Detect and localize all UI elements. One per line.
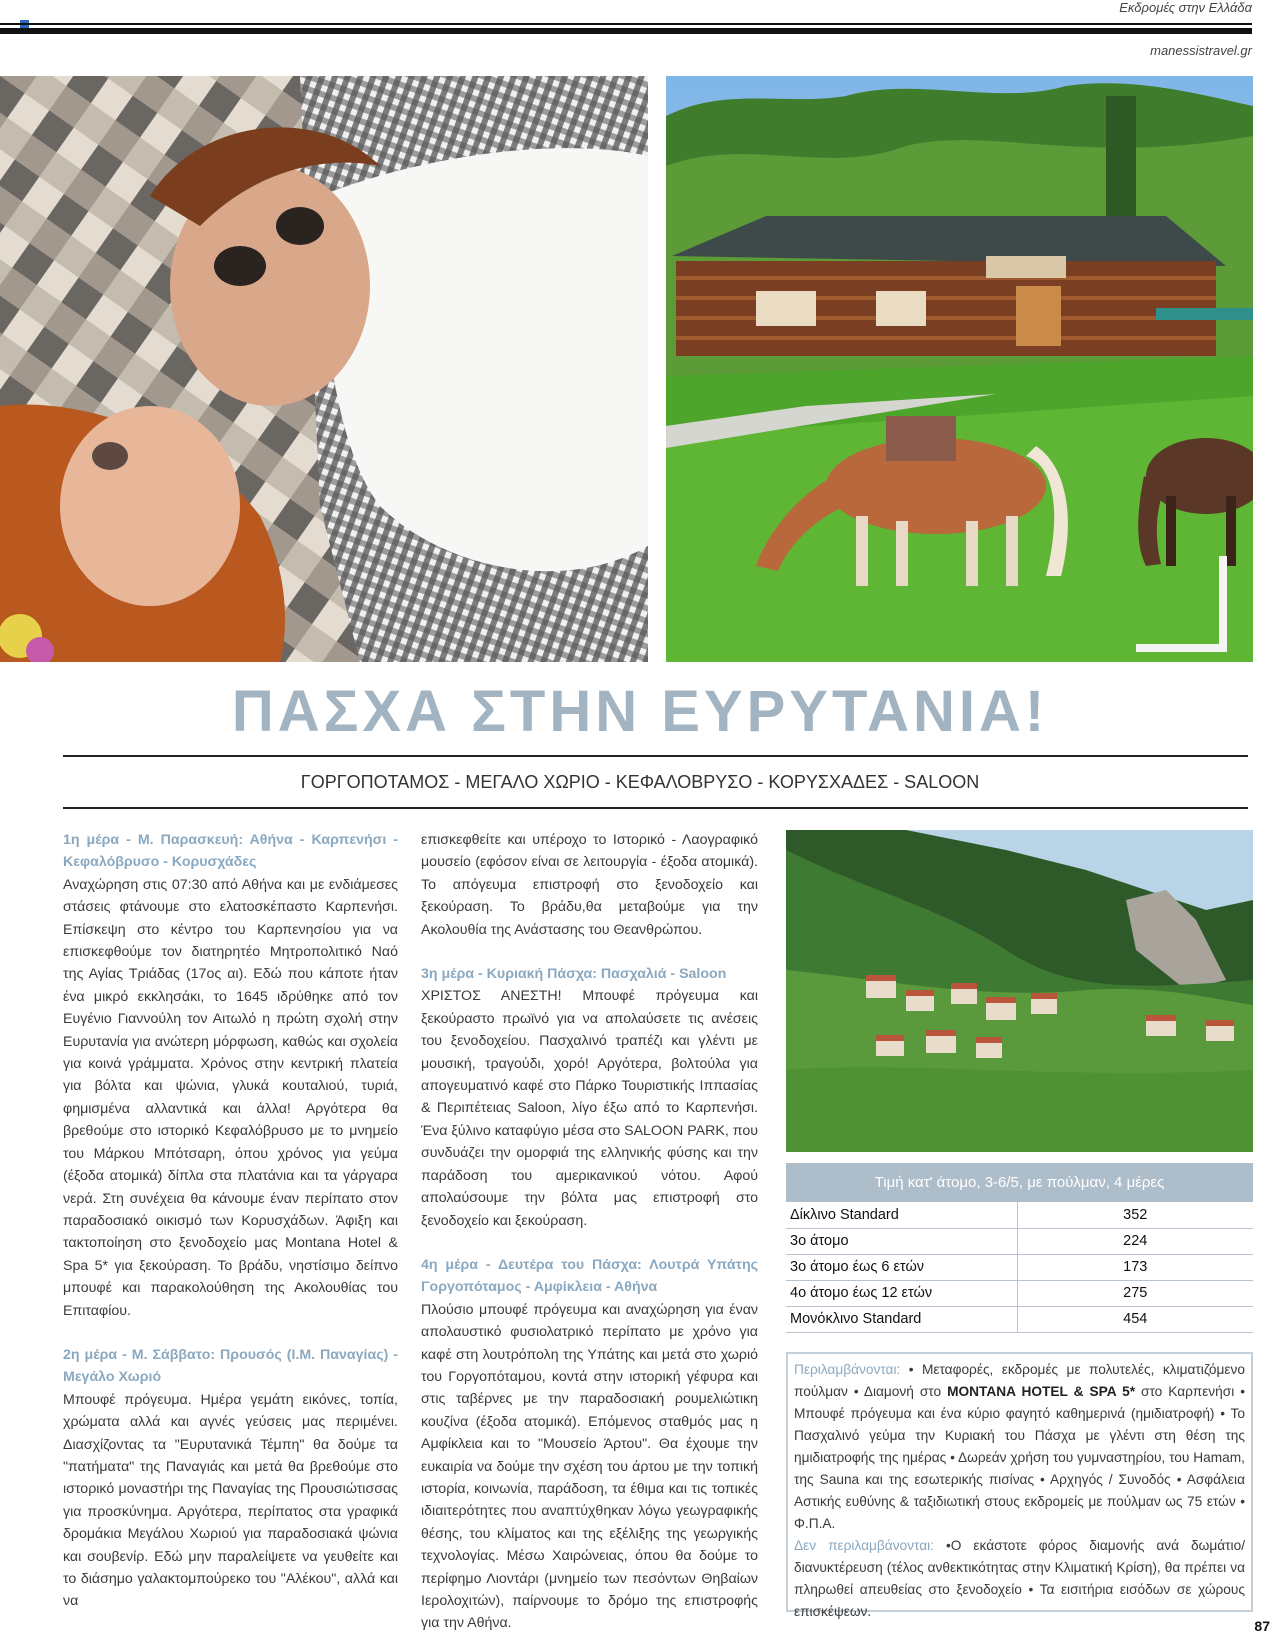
day-2-heading: 2η μέρα - Μ. Σάββατο: Προυσός (Ι.Μ. Παναγίας) - Μεγάλο Χωριό	[63, 1346, 398, 1386]
route-subtitle: ΓΟΡΓΟΠΟΤΑΜΟΣ - ΜΕΓΑΛΟ ΧΩΡΙΟ - ΚΕΦΑΛΟΒΡΥΣΟ - ΚΟΡΥΣΧΑΔΕΣ - SALOON	[300, 772, 980, 792]
inclusions-label: Περιλαμβάνονται:	[794, 1362, 901, 1377]
exclusions-label: Δεν περιλαμβάνονται:	[794, 1538, 934, 1553]
price-value: 224	[1017, 1228, 1253, 1254]
inclusions-text-1: • Μεταφορές, εκδρομές με πολυτελές, κλιματιζόμενο πούλμαν • Διαμονή στο	[794, 1362, 1245, 1399]
itinerary-column-2	[421, 829, 758, 1635]
price-label: 4ο άτομο έως 12 ετών	[786, 1280, 1017, 1306]
header-rule-thick	[0, 28, 1252, 34]
section-title: Εκδρομές στην Ελλάδα	[1119, 0, 1252, 15]
page-title: ΠΑΣΧΑ ΣΤΗΝ ΕΥΡΥΤΑΝΙΑ!	[231, 679, 1049, 744]
exclusions-text: •Ο εκάστοτε φόρος διαμονής ανά δωμάτιο/ διανυκτέρευση (τέλος ανθεκτικότητας στην Κλιματική Κρίση), θα πρέπει να πληρωθεί απευθείας στο ξενοδοχείο • Τα εισιτήρια εισόδων σε χώρους επισκέψεων.	[794, 1538, 1245, 1619]
day-3-body: ΧΡΙΣΤΟΣ ΑΝΕΣΤΗ! Μπουφέ πρόγευμα και ξεκούραστο πρωϊνό για να απολαύσετε τις ανέσεις του ξενοδοχείου. Πασχαλινό τραπέζι και γλέντι με μουσική, τραγούδι, χορό! Αργότερα, βολτούλα για απογευματινό καφέ στο Πάρκο Τουριστικής Ιππασίας & Περιπέτειας Saloon, λίγο έξω από το Καρπενήσι. Ένα ξύλινο καταφύγιο μέσα στο SALOON PARK, που συνδυάζει την ομορφιά της ελληνικής φύσης και την παράδοση του αμερικανικού νότου. Αφού απολαύσουμε την βόλτα μας επιστροφή στο ξενοδοχείο και ξεκούραση.	[421, 988, 758, 1229]
subtitle-rule	[63, 807, 1248, 809]
photo-saloon-horses	[666, 76, 1253, 662]
itinerary-column-1	[63, 829, 398, 1613]
inclusions-box	[786, 1352, 1253, 1619]
photo-mountain-village	[786, 830, 1253, 1152]
inclusions-text-2: στο Καρπενήσι • Μπουφέ πρόγευμα και ένα κύριο φαγητό καθημερινά (ημιδιατροφή) • Το Πασχαλινό γεύμα την Κυριακή του Πάσχα με γλέντι στη θέση της ημιδιατροφής της ημέρας • Δωρεάν χρήση του γυμναστηρίου, του Hamam, της Sauna και της εσωτερικής πισίνας • Αρχηγός / Συνοδός • Ασφάλεια Αστικής ευθύνης & ταξιδιωτική στους εκδρομείς με πούλμαν ως 75 ετών • Φ.Π.Α.	[794, 1384, 1246, 1531]
site-url: manessistravel.gr	[1150, 43, 1252, 58]
price-table-header: Τιμή κατ' άτομο, 3-6/5, με πούλμαν, 4 μέρες	[786, 1163, 1253, 1202]
price-value: 275	[1017, 1280, 1253, 1306]
page-number: 87	[1254, 1618, 1270, 1634]
day-4-heading: 4η μέρα - Δευτέρα του Πάσχα: Λουτρά Υπάτης Γοργοπόταμος - Αμφίκλεια - Αθήνα	[421, 1256, 758, 1296]
hotel-name: MONTANA HOTEL & SPA 5*	[947, 1384, 1136, 1399]
table-row	[786, 1254, 1253, 1280]
header-rule-thin	[0, 23, 1252, 25]
table-row	[786, 1306, 1253, 1332]
table-row	[786, 1202, 1253, 1228]
day-1-heading: 1η μέρα - Μ. Παρασκευή: Αθήνα - Καρπενήσι - Κεφαλόβρυσο - Κορυσχάδες	[63, 832, 398, 871]
day-3-heading: 3η μέρα - Κυριακή Πάσχα: Πασχαλιά - Saloon	[421, 966, 727, 983]
day-4-body: Πλούσιο μπουφέ πρόγευμα και αναχώρηση για έναν απολαυστικό φυσιολατρικό περίπατο με χρόνο για καφέ στη λουτρόπολη της Υπάτης και μετά στο χωριό του Γοργοπόταμου, κοντά στην ιστορική γέφυρα και στις ταβέρνες με την παραδοσιακή ρουμελιώτικη κουζίνα (έξοδα ατομικά). Επόμενος σταθμός μας η Αμφίκλεια και το "Μουσείο Άρτου". Θα έχουμε την ευκαιρία να δούμε την σχέση του άρτου με την τοπική ιστορία, κοινωνία, παράδοση, τα έθιμα και τις τοπικές ιδιαιτερότητες που αναπτύχθηκαν λόγω γεωγραφικής θέσης, του κλίματος και της εξέλιξης της γεωργικής τεχνολογίας. Μέσω Χαιρώνειας, όπου θα δούμε το περίφημο Λιοντάρι (μνημείο των πεσόντων Θηβαίων Ιερολοχιτών), παίρνουμε το δρόμο της επιστροφής για την Αθήνα.	[421, 1301, 758, 1632]
price-value: 454	[1017, 1306, 1253, 1332]
table-row	[786, 1280, 1253, 1306]
table-row	[786, 1228, 1253, 1254]
photo-couple	[0, 76, 648, 662]
price-label: 3ο άτομο έως 6 ετών	[786, 1254, 1017, 1280]
price-label: Δίκλινο Standard	[786, 1202, 1017, 1228]
day-1-body: Αναχώρηση στις 07:30 από Αθήνα και με ενδιάμεσες στάσεις φτάνουμε στο ελατοσκέπαστο Καρπενήσι. Επίσκεψη στο κέντρο του Καρπενησίου για να επισκεφθούμε τον διατηρητέο Μητροπολιτικό Ναό της Αγίας Τριάδας (17ος αι). Εδώ που κάποτε ήταν ένα μικρό εκκλησάκι, το 1645 ιδρύθηκε από τον Ευγένιο Γιαννούλη τον Αιτωλό η πρώτη σχολή στην Ευρυτανία για ανώτερη μόρφωση, καθώς και σχολεία για κοινά γράμματα. Χρόνος στην κεντρική πλατεία για βόλτα και ψώνια, γλυκά κουταλιού, τυριά, φημισμένα αλλαντικά και άλλα! Αργότερα θα βρεθούμε στο ιστορικό Κεφαλόβρυσο με το μνημείο του Μάρκου Μπότσαρη, όπου χρόνος για γεύμα (έξοδα ατομικά) δίπλα στα πλατάνια και τα γάργαρα νερά. Στη συνέχεια θα κάνουμε έναν περίπατο στον παραδοσιακό οικισμό των Κορυσχάδων. Άφιξη και τακτοποίηση στο ξενοδοχείο μας Montana Hotel & Spa 5* για ξεκούραση. Το βράδυ, νηστίσιμο δείπνο μπουφέ και παρακολούθηση της Ακολουθίας του Επιταφίου.	[63, 876, 398, 1319]
price-label: Μονόκλινο Standard	[786, 1306, 1017, 1332]
price-value: 352	[1017, 1202, 1253, 1228]
title-rule	[63, 755, 1248, 757]
day-2-body-part-2: επισκεφθείτε και υπέροχο το Ιστορικό - Λαογραφικό μουσείο (εφόσον είναι σε λειτουργία - έξοδα ατομικά). Το απόγευμα επιστροφή στο ξενοδοχείο και ξεκούραση. Το βράδυ,θα μεταβούμε για την Ακολουθία της Ανάστασης του Θεανθρώπου.	[421, 832, 758, 938]
price-value: 173	[1017, 1254, 1253, 1280]
price-table	[786, 1202, 1253, 1333]
price-label: 3ο άτομο	[786, 1228, 1017, 1254]
day-2-body-part-1: Μπουφέ πρόγευμα. Ημέρα γεμάτη εικόνες, τοπία, χρώματα αλλά και αγνές γεύσεις μας περιμένει. Διασχίζοντας τα "Ευρυτανικά Τέμπη" θα δούμε τα "πατήματα" της Παναγιάς και μετά θα βρεθούμε στο ιστορικό μοναστήρι της Παναγίας της Προυσιώτισσας για προσκύνημα. Αργότερα, περίπατος στα γραφικά δρομάκια Μεγάλου Χωριού για παραδοσιακά ψώνια και σουβενίρ. Εδώ μην παραλείψετε να γευθείτε και το διάσημο γαλακτομπούρεκο του "Αλέκου", αλλά και να	[63, 1391, 398, 1610]
